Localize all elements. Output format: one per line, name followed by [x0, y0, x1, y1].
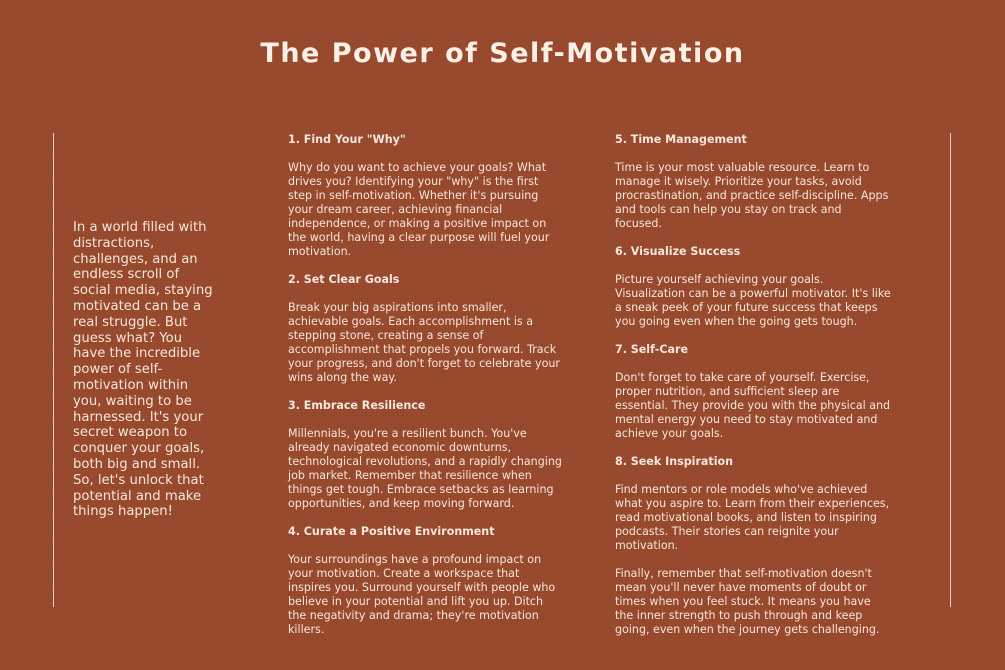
- section-find-your-why: [288, 133, 564, 259]
- section-time-management: [615, 133, 891, 231]
- page-title: The Power of Self-Motivation: [260, 38, 745, 69]
- section-heading: 5. Time Management: [615, 133, 747, 146]
- section-heading: 6. Visualize Success: [615, 245, 741, 258]
- column-left: [288, 133, 564, 651]
- section-body: Don't forget to take care of yourself. Exercise, proper nutrition, and sufficient sleep are essential. They provide you with the physical and mental energy you need to stay motivated and achieve your goals.: [615, 371, 891, 440]
- section-visualize-success: [615, 245, 891, 329]
- section-body: Millennials, you're a resilient bunch. You've already navigated economic downturns, technological revolutions, and a rapidly changing job market. Remember that resilience when things get tough. Embrace setbacks as learning opportunities, and keep moving forward.: [288, 427, 562, 510]
- section-curate-positive-environment: [288, 525, 564, 637]
- intro-text: In a world filled with distractions, challenges, and an endless scroll of social media, staying motivated can be a real struggle. But guess what? You have the incredible power of self-motivation within you, waiting to be harnessed. It's your secret weapon to conquer your goals, both big and small. So, let's unlock that potential and make things happen!: [73, 220, 213, 520]
- closing-paragraph: [615, 567, 891, 637]
- column-right: [615, 133, 891, 651]
- section-self-care: [615, 343, 891, 441]
- section-body: Break your big aspirations into smaller, achievable goals. Each accomplishment is a stepping stone, creating a sense of accomplishment that propels you forward. Track your progress, and don't forget to celebrate your wins along the way.: [288, 301, 560, 384]
- closing-text: Finally, remember that self-motivation doesn't mean you'll never have moments of doubt or times when you feel stuck. It means you have the inner strength to push through and keep going, even when the journey gets challenging.: [615, 567, 880, 636]
- section-heading: 7. Self-Care: [615, 343, 688, 356]
- right-divider: [950, 133, 951, 607]
- section-body: Find mentors or role models who've achieved what you aspire to. Learn from their experiences, read motivational books, and listen to inspiring podcasts. Their stories can reignite your motivation.: [615, 483, 890, 552]
- section-heading: 8. Seek Inspiration: [615, 455, 734, 468]
- section-set-clear-goals: [288, 273, 564, 385]
- section-body: Picture yourself achieving your goals. Visualization can be a powerful motivator. It's like a sneak peek of your future success that keeps you going even when the going gets tough.: [615, 273, 891, 328]
- section-heading: 4. Curate a Positive Environment: [288, 525, 495, 538]
- section-body: Your surroundings have a profound impact on your motivation. Create a workspace that inspires you. Surround yourself with people who believe in your potential and lift you up. Ditch the negativity and drama; they're motivation killers.: [288, 553, 556, 636]
- section-body: Time is your most valuable resource. Learn to manage it wisely. Prioritize your tasks, avoid procrastination, and practice self-discipline. Apps and tools can help you stay on track and focused.: [615, 161, 889, 230]
- section-heading: 1. Find Your "Why": [288, 133, 406, 146]
- section-body: Why do you want to achieve your goals? What drives you? Identifying your "why" is the first step in self-motivation. Whether it's pursuing your dream career, achieving financial independence, or making a positive impact on the world, having a clear purpose will fuel your motivation.: [288, 161, 550, 258]
- section-heading: 2. Set Clear Goals: [288, 273, 400, 286]
- section-heading: 3. Embrace Resilience: [288, 399, 426, 412]
- left-divider: [53, 133, 54, 607]
- section-embrace-resilience: [288, 399, 564, 511]
- section-seek-inspiration: [615, 455, 891, 553]
